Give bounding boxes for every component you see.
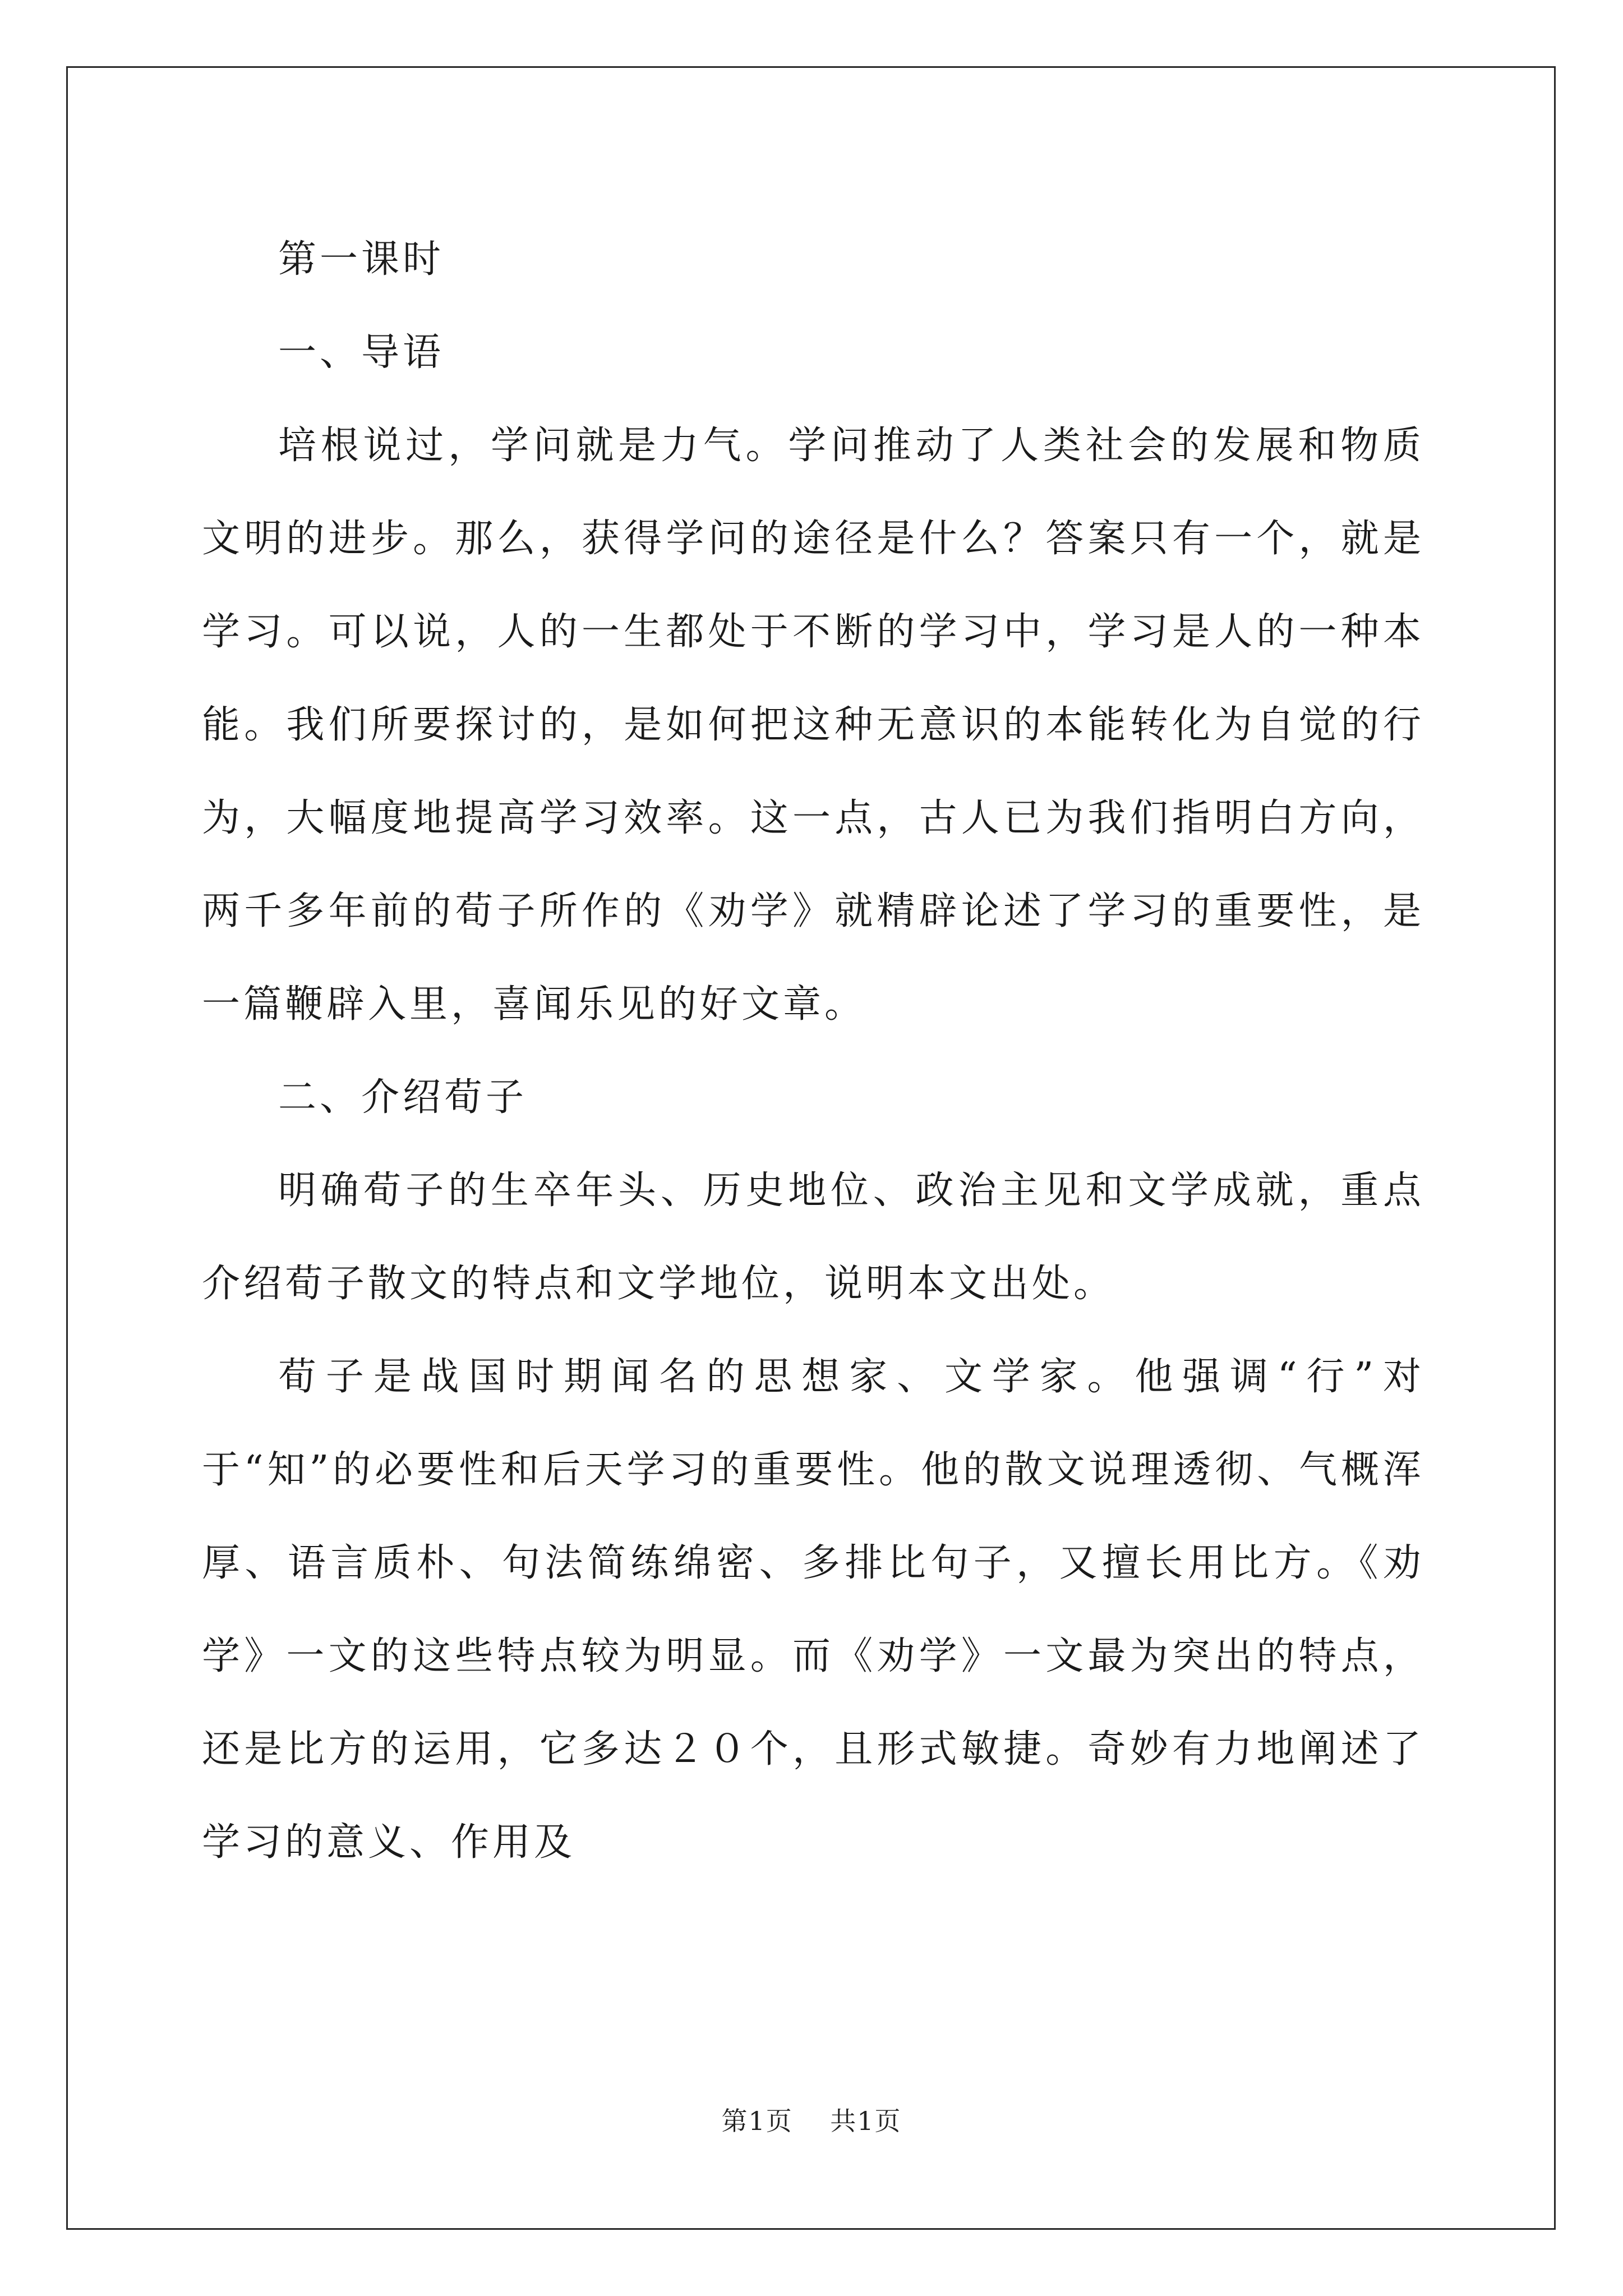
xunzi-description-paragraph: 荀子是战国时期闻名的思想家、文学家。他强调“行”对于“知”的必要性和后天学习的重要性。他的散文说理透彻、气概浑厚、语言质朴、句法简练绵密、多排比句子，又擅长用比方。《劝学》一文的这些特点较为明显。而《劝学》一文最为突出的特点，还是比方的运用，它多达２０个，且形式敏捷。奇妙有力地阐述了学习的意义、作用及 [202, 1355, 1424, 1865]
page-footer [0, 2101, 1623, 2138]
document-body [202, 213, 1424, 1889]
lesson-heading: 第一课时 [278, 237, 445, 282]
page-number: 第1页 [721, 2106, 793, 2136]
section-heading-intro: 一、导语 [278, 330, 445, 375]
page-total: 共1页 [830, 2106, 902, 2136]
section-heading-xunzi: 二、介绍荀子 [278, 1075, 528, 1120]
xunzi-objective-paragraph: 明确荀子的生卒年头、历史地位、政治主见和文学成就，重点介绍荀子散文的特点和文学地位，说明本文出处。 [202, 1168, 1424, 1306]
intro-paragraph: 培根说过，学问就是力气。学问推动了人类社会的发展和物质文明的进步。那么，获得学问的途径是什么？答案只有一个，就是学习。可以说，人的一生都处于不断的学习中，学习是人的一种本能。我们所要探讨的，是如何把这种无意识的本能转化为自觉的行为，大幅度地提高学习效率。这一点，古人已为我们指明白方向，两千多年前的荀子所作的《劝学》就精辟论述了学习的重要性，是一篇鞭辟入里，喜闻乐见的好文章。 [202, 424, 1424, 1027]
